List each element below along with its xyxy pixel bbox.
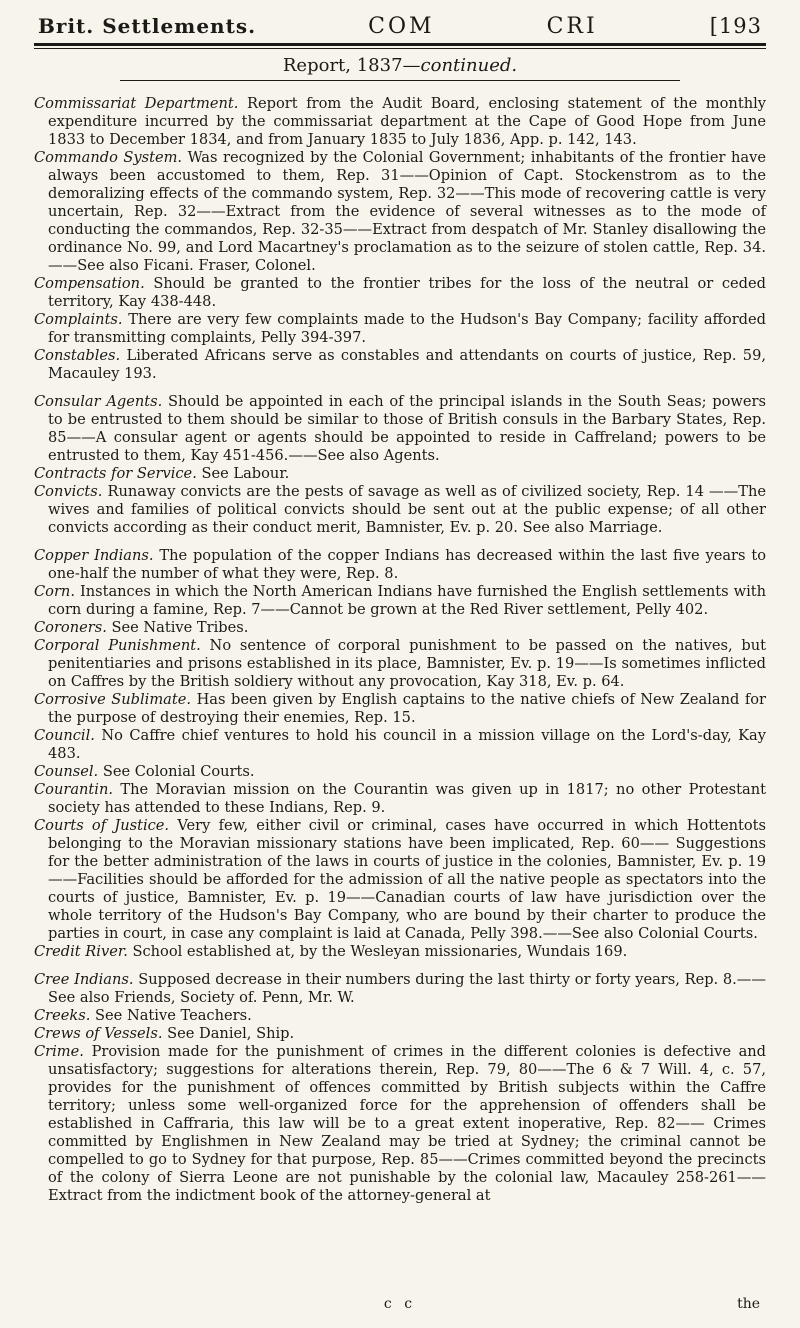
index-entry [34,817,766,943]
index-entry [34,547,766,583]
index-entry [34,781,766,817]
entry-text: There are very few complaints made to the Hudson's Bay Company; facility afforded for transmitting complaints, Pelly 394-397. [48,311,766,346]
entry-text: See Daniel, Ship. [167,1025,295,1042]
entry-headword: Compensation. [34,275,145,292]
index-entry [34,619,766,637]
running-head-section: Brit. Settlements. [38,14,257,38]
entry-headword: Crime. [34,1043,84,1060]
index-entry [34,727,766,763]
entry-headword: Commando System. [34,149,183,166]
report-subtitle [34,55,766,76]
entry-headword: Copper Indians. [34,547,154,564]
entry-headword: Crews of Vessels. [34,1025,163,1042]
entry-headword: Cree Indians. [34,971,134,988]
signature-mark: c c [383,1296,417,1312]
entry-headword: Credit River. [34,943,128,960]
entry-headword: Complaints. [34,311,123,328]
catchword: the [737,1296,760,1312]
entry-text: Has been given by English captains to the native chiefs of New Zealand for the purpose of destroying their enemies, Rep. 15. [48,691,767,726]
entry-text: Should be granted to the frontier tribes for the loss of the neutral or ceded territory, Kay 438-448. [48,275,767,310]
entry-headword: Coroners. [34,619,107,636]
entry-headword: Corporal Punishment. [34,637,201,654]
running-head [34,14,766,39]
index-entry [34,311,766,347]
entry-headword: Corn. [34,583,75,600]
index-entry [34,275,766,311]
running-head-last-word: CRI [546,14,598,39]
index-entry [34,637,766,691]
index-entry [34,691,766,727]
entry-text: Very few, either civil or criminal, cases have occurred in which Hottentots belonging to the Moravian missionary stations have been implicated, Rep. 60—— Suggestions for the better administration of the laws in courts of justice in the colonies, Bamnister, Ev. p. 19——Facilities should be afforded for the admission of all the native people as spectators into the courts of justice, Bamnister, Ev. p. 19——Canadian courts of law have jurisdiction over the whole territory of the Hudson's Bay Company, who are bound by their charter to produce the parties in court, in case any complaint is laid at Canada, Pelly 398.——See also Colonial Courts. [48,817,766,942]
page-number: [193 [709,14,762,38]
entry-headword: Corrosive Sublimate. [34,691,192,708]
index-entry [34,149,766,275]
index-entry [34,1007,766,1025]
header-rule-thick [34,43,766,46]
entry-headword: Counsel. [34,763,99,780]
entry-text: Should be appointed in each of the principal islands in the South Seas; powers to be entrusted to them should be similar to those of British consuls in the Barbary States, Rep. 85——A consular agent or agents should be appointed to reside in Caffreland; powers to be entrusted to them, Kay 451-456.——See also Agents. [48,393,766,464]
entry-text: Was recognized by the Colonial Government; inhabitants of the frontier have always been accustomed to them, Rep. 31——Opinion of Capt. Stockenstrom as to the demoralizing effects of the commando system, Rep. 32——This mode of recovering cattle is very uncertain, Rep. 32——Extract from the evidence of several witnesses as to the mode of conducting the commandos, Rep. 32-35——Extract from despatch of Mr. Stanley disallowing the ordinance No. 99, and Lord Macartney's proclamation as to the seizure of stolen cattle, Rep. 34.——See also Ficani. Fraser, Colonel. [48,149,766,274]
entry-text: Provision made for the punishment of crimes in the different colonies is defective and unsatisfactory; suggestions for alterations therein, Rep. 79, 80——The 6 & 7 Will. 4, c. 57, provides for the punishment of offences committed by British subjects within the Caffre territory; unless some well-organized force for the apprehension of offenders shall be established in Caffraria, this law will be to a great extent inoperative, Rep. 82—— Crimes committed by Englishmen in New Zealand may be tried at Sydney; the criminal cannot be compelled to go to Sydney for that purpose, Rep. 85——Crimes committed beyond the precincts of the colony of Sierra Leone are not punishable by the colonial law, Macauley 258-261——Extract from the indictment book of the attorney-general at [48,1043,767,1204]
report-subtitle-roman: Report, 1837— [282,55,421,76]
entry-headword: Council. [34,727,95,744]
entry-text: School established at, by the Wesleyan missionaries, Wundais 169. [132,943,628,960]
report-subtitle-italic: continued. [420,55,518,76]
entry-text: The Moravian mission on the Courantin was given up in 1817; no other Protestant society has attended to these Indians, Rep. 9. [48,781,767,816]
index-entry [34,1025,766,1043]
index-entry [34,943,766,961]
header-rule-thin [34,48,766,49]
index-entry [34,583,766,619]
entry-headword: Constables. [34,347,121,364]
entry-text: The population of the copper Indians has decreased within the last five years to one-half the number of what they were, Rep. 8. [48,547,766,582]
index-entry [34,1043,766,1205]
entry-text: See Labour. [201,465,290,482]
index-entry [34,95,766,149]
entry-text: Report from the Audit Board, enclosing statement of the monthly expenditure incurred by the commissariat department at the Cape of Good Hope from June 1833 to December 1834, and from January 1835 to July 1836, App. p. 142, 143. [48,95,767,148]
index-entry [34,763,766,781]
entry-headword: Commissariat Department. [34,95,239,112]
subtitle-rule [120,80,680,81]
index-entry [34,393,766,465]
index-entries [34,95,766,1205]
entry-text: See Native Tribes. [111,619,249,636]
entry-headword: Courts of Justice. [34,817,170,834]
entry-text: Instances in which the North American Indians have furnished the English settlements with corn during a famine, Rep. 7——Cannot be grown at the Red River settlement, Pelly 402. [48,583,767,618]
running-head-first-word: COM [368,14,435,39]
entry-text: No sentence of corporal punishment to be passed on the natives, but penitentiaries and prisons established in its place, Bamnister, Ev. p. 19——Is sometimes inflicted on Caffres by the British soldiery without any provocation, Kay 318, Ev. p. 64. [48,637,767,690]
entry-headword: Courantin. [34,781,113,798]
entry-text: Supposed decrease in their numbers during the last thirty or forty years, Rep. 8.——See also Friends, Society of. Penn, Mr. W. [48,971,766,1006]
entry-text: Liberated Africans serve as constables and attendants on courts of justice, Rep. 59, Macauley 193. [48,347,767,382]
index-entry [34,483,766,537]
entry-headword: Consular Agents. [34,393,163,410]
entry-headword: Convicts. [34,483,103,500]
entry-text: See Native Teachers. [95,1007,252,1024]
index-entry [34,347,766,383]
index-entry [34,465,766,483]
entry-text: Runaway convicts are the pests of savage as well as of civilized society, Rep. 14 ——The wives and families of political convicts should be sent out at the public expense; of all other convicts according as their conduct merit, Bamnister, Ev. p. 20. See also Marriage. [48,483,767,536]
entry-headword: Contracts for Service. [34,465,197,482]
index-entry [34,971,766,1007]
entry-headword: Creeks. [34,1007,91,1024]
entry-text: See Colonial Courts. [102,763,255,780]
entry-text: No Caffre chief ventures to hold his council in a mission village on the Lord's-day, Kay 483. [48,727,766,762]
